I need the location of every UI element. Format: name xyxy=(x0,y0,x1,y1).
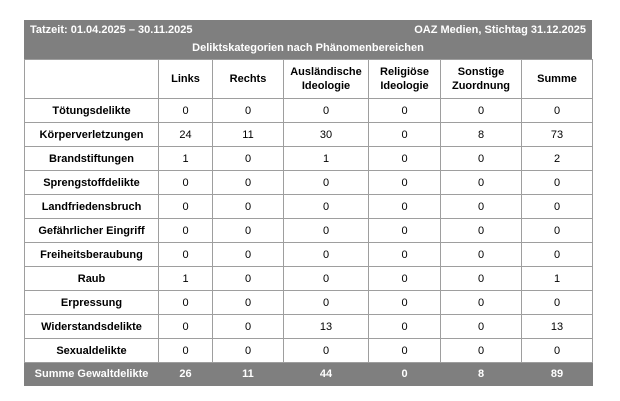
table-cell: 73 xyxy=(522,123,593,147)
table-cell: 0 xyxy=(522,339,593,363)
column-header-category xyxy=(25,60,159,99)
table-cell: 1 xyxy=(159,147,213,171)
row-label: Sprengstoffdelikte xyxy=(25,171,159,195)
table-cell: 0 xyxy=(522,171,593,195)
table-cell: 0 xyxy=(369,147,441,171)
table-cell: 0 xyxy=(522,195,593,219)
table-cell: 0 xyxy=(369,315,441,339)
column-header-sonstige-zuordnung: Sonstige Zuordnung xyxy=(441,60,522,99)
table-row xyxy=(25,267,593,291)
table-cell: 0 xyxy=(369,243,441,267)
table-cell: 0 xyxy=(159,219,213,243)
row-label: Widerstandsdelikte xyxy=(25,315,159,339)
table-cell: 24 xyxy=(159,123,213,147)
table-cell: 0 xyxy=(159,99,213,123)
table-cell: 0 xyxy=(522,291,593,315)
table-cell: 0 xyxy=(369,219,441,243)
total-row-label: Summe Gewaltdelikte xyxy=(25,363,159,386)
table-cell: 0 xyxy=(213,243,284,267)
table-cell: 2 xyxy=(522,147,593,171)
table-cell: 0 xyxy=(369,171,441,195)
source-label: OAZ Medien, Stichtag 31.12.2025 xyxy=(414,24,586,36)
column-header-religioese-ideologie: Religiöse Ideologie xyxy=(369,60,441,99)
table-cell: 0 xyxy=(441,219,522,243)
table-cell: 0 xyxy=(441,291,522,315)
table-row xyxy=(25,147,593,171)
column-header-auslaendische-ideologie: Ausländische Ideologie xyxy=(284,60,369,99)
table-cell: 13 xyxy=(284,315,369,339)
table-cell: 0 xyxy=(284,195,369,219)
table-cell: 0 xyxy=(284,339,369,363)
table-row xyxy=(25,219,593,243)
table-title: Deliktskategorien nach Phänomenbereichen xyxy=(192,42,424,54)
table-cell: 0 xyxy=(213,99,284,123)
table-cell: 0 xyxy=(441,315,522,339)
table-cell: 0 xyxy=(441,339,522,363)
table-cell: 0 xyxy=(522,243,593,267)
table-cell: 0 xyxy=(441,267,522,291)
table-cell: 1 xyxy=(522,267,593,291)
table-cell: 0 xyxy=(284,243,369,267)
table-cell: 0 xyxy=(159,195,213,219)
row-label: Raub xyxy=(25,267,159,291)
table-row xyxy=(25,171,593,195)
table-row xyxy=(25,99,593,123)
row-label: Landfriedensbruch xyxy=(25,195,159,219)
crime-statistics-table-container xyxy=(24,20,592,386)
table-cell: 0 xyxy=(284,267,369,291)
table-cell: 0 xyxy=(159,339,213,363)
table-cell: 0 xyxy=(369,99,441,123)
table-row xyxy=(25,339,593,363)
table-cell: 0 xyxy=(159,315,213,339)
row-label: Freiheitsberaubung xyxy=(25,243,159,267)
table-cell: 0 xyxy=(213,219,284,243)
table-cell: 0 xyxy=(159,243,213,267)
total-row xyxy=(25,363,593,386)
row-label: Körperverletzungen xyxy=(25,123,159,147)
total-cell: 11 xyxy=(213,363,284,386)
table-cell: 0 xyxy=(369,291,441,315)
table-cell: 8 xyxy=(441,123,522,147)
crime-statistics-table xyxy=(24,59,593,386)
table-cell: 0 xyxy=(284,219,369,243)
table-cell: 0 xyxy=(213,267,284,291)
table-cell: 0 xyxy=(159,171,213,195)
table-cell: 0 xyxy=(369,123,441,147)
table-cell: 0 xyxy=(441,171,522,195)
column-header-row xyxy=(25,60,593,99)
table-cell: 0 xyxy=(284,291,369,315)
table-row xyxy=(25,243,593,267)
table-cell: 0 xyxy=(213,339,284,363)
table-cell: 13 xyxy=(522,315,593,339)
table-cell: 0 xyxy=(213,315,284,339)
table-cell: 0 xyxy=(369,267,441,291)
row-label: Sexualdelikte xyxy=(25,339,159,363)
total-cell: 0 xyxy=(369,363,441,386)
table-cell: 11 xyxy=(213,123,284,147)
table-cell: 30 xyxy=(284,123,369,147)
table-cell: 1 xyxy=(284,147,369,171)
table-cell: 0 xyxy=(213,291,284,315)
table-row xyxy=(25,123,593,147)
row-label: Gefährlicher Eingriff xyxy=(25,219,159,243)
total-cell: 44 xyxy=(284,363,369,386)
table-cell: 0 xyxy=(213,147,284,171)
table-cell: 0 xyxy=(441,147,522,171)
table-cell: 0 xyxy=(441,243,522,267)
table-header-bar xyxy=(24,20,592,59)
table-row xyxy=(25,195,593,219)
table-cell: 0 xyxy=(369,339,441,363)
column-header-links: Links xyxy=(159,60,213,99)
table-cell: 0 xyxy=(213,195,284,219)
table-cell: 1 xyxy=(159,267,213,291)
table-cell: 0 xyxy=(284,171,369,195)
table-cell: 0 xyxy=(284,99,369,123)
total-cell: 89 xyxy=(522,363,593,386)
table-cell: 0 xyxy=(441,99,522,123)
period-label: Tatzeit: 01.04.2025 – 30.11.2025 xyxy=(30,24,193,36)
row-label: Erpressung xyxy=(25,291,159,315)
column-header-summe: Summe xyxy=(522,60,593,99)
table-cell: 0 xyxy=(369,195,441,219)
table-cell: 0 xyxy=(522,99,593,123)
row-label: Tötungsdelikte xyxy=(25,99,159,123)
table-row xyxy=(25,315,593,339)
column-header-rechts: Rechts xyxy=(213,60,284,99)
table-row xyxy=(25,291,593,315)
total-cell: 8 xyxy=(441,363,522,386)
table-cell: 0 xyxy=(441,195,522,219)
table-cell: 0 xyxy=(159,291,213,315)
row-label: Brandstiftungen xyxy=(25,147,159,171)
table-cell: 0 xyxy=(213,171,284,195)
total-cell: 26 xyxy=(159,363,213,386)
table-cell: 0 xyxy=(522,219,593,243)
